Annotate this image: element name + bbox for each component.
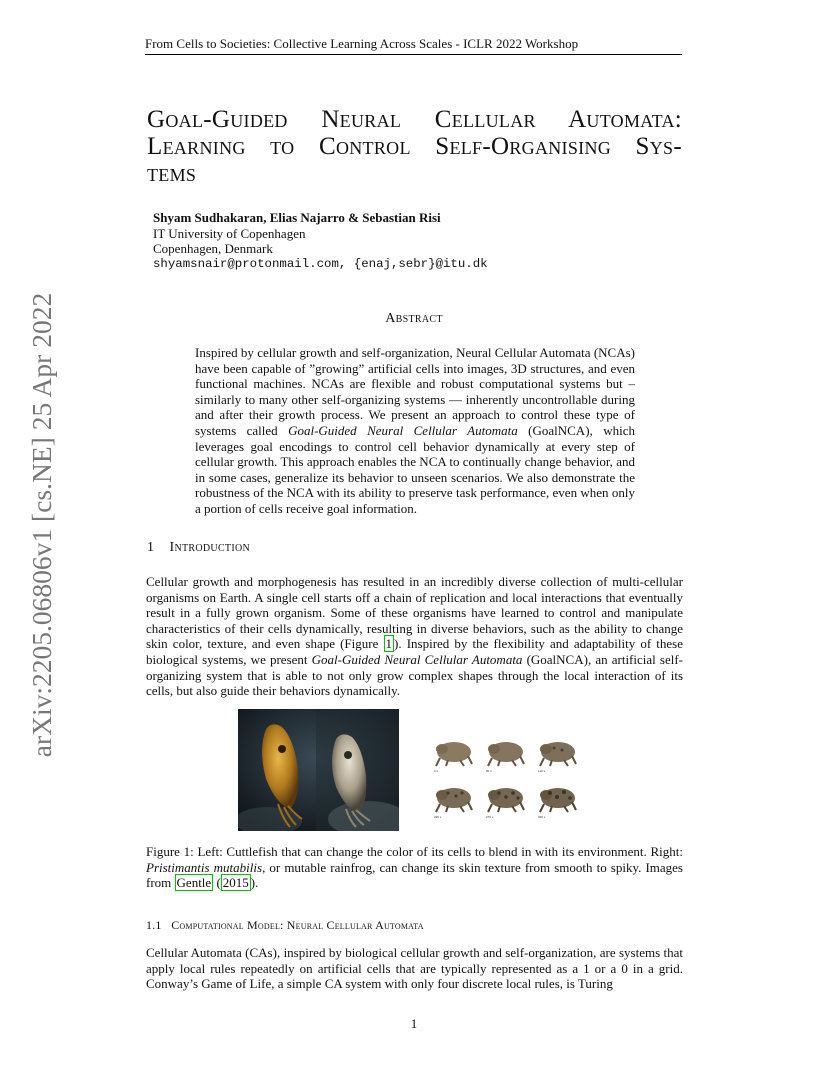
figure-1-caption [146, 844, 683, 891]
author-affiliation: IT University of Copenhagen [153, 225, 306, 241]
abstract-text-a: Inspired by cellular growth and self-organization, Neural Cellular Automata (NCAs) have been capable of ”growing” artificial cells into images, 3D structures, and even functional machines. NCAs are flexible and robust computational systems but – similarly to many other self-organizing systems — inherently uncontrollable during and after their growth process. We present an approach to control these type of systems called [195, 345, 635, 438]
frog-label-5: 270 s [486, 815, 494, 819]
frog-label-2: 60 s [486, 769, 492, 773]
paper-title [147, 106, 682, 187]
page-number: 1 [410, 1016, 418, 1031]
subsection-number: 1.1 [146, 918, 162, 932]
title-line-3 [147, 160, 682, 187]
author-location: Copenhagen, Denmark [153, 241, 273, 256]
section-1-title: Introduction [169, 540, 250, 555]
author-email: shyamsnair@protonmail.com, {enaj,sebr}@itu.dk [153, 256, 488, 271]
section-1-number: 1 [147, 540, 155, 555]
abstract-text-b: (GoalNCA), which leverages goal encodings to control cell behavior dynamically at every step of cellular growth. This approach enables the NCA to continually change behavior, and in some cases, generalize its behavior to unseen scenarios. We also demonstrate the robustness of the NCA with its ability to preserve task performance, even when only a portion of cells receive goal information. [195, 422, 635, 516]
frog-row-bottom [434, 788, 576, 819]
caption-text-c: ( [213, 875, 221, 891]
ca-paragraph: Cellular Automata (CAs), inspired by biological cellular growth and self-organization, are systems that apply local rules repeatedly on artificial cells that are typically represented as a 1 or a 0 in a grid. Conway’s Game of Life, a simple CA system with only four discrete local rules, is Turing [146, 945, 683, 992]
running-header: From Cells to Societies: Collective Learning Across Scales - ICLR 2022 Workshop [145, 36, 579, 51]
frog-label-3: 110 s [538, 769, 546, 773]
title-line-3-text: tems [147, 160, 197, 187]
title-line-1-text: Goal-Guided Neural Cellular Automata: [147, 106, 682, 133]
subsection-1-1-heading [146, 918, 424, 933]
rainfrog-illustration [432, 738, 590, 822]
arxiv-side-identifier [22, 290, 62, 760]
title-line-2 [147, 133, 682, 160]
section-1-heading [147, 540, 250, 556]
figure-1-reference-link[interactable]: 1 [385, 636, 392, 652]
frog-label-1: 0 s [434, 769, 439, 773]
title-line-2-text: Learning to Control Self-Organising Sys- [147, 133, 682, 160]
gentle-year-link[interactable]: 2015 [222, 875, 249, 891]
intro-text-a: Cellular growth and morphogenesis has resulted in an incredibly diverse collection of multi-cellular organisms on Earth. A single cell starts off a chain of replication and local interactions that eventually result in a fully grown organism. Some of these organisms have learned to control and manipulate characteristics of their cells dynamically, resulting in diverse behaviors, such as the ability to change skin color, texture, and even shape (Figure [146, 574, 683, 652]
gentle-citation-link[interactable]: Gentle [176, 875, 212, 891]
caption-text-d: ). [250, 875, 259, 891]
author-block [153, 210, 488, 272]
caption-species: Pristimantis mutabilis [146, 859, 263, 875]
abstract-body [195, 345, 635, 517]
cuttlefish-photo [238, 709, 399, 831]
rainfrog-photo-grid [432, 738, 590, 822]
caption-text-b: , or mutable rainfrog, can change its skin texture from smooth to spiky. Images from [146, 859, 683, 891]
title-line-1 [147, 106, 682, 133]
cuttlefish-illustration [238, 709, 399, 831]
frog-label-4: 230 s [434, 815, 442, 819]
intro-method-name: Goal-Guided Neural Cellular Automata [311, 651, 523, 667]
intro-text-b: ). Inspired by the flexibility and adaptability of these biological systems, we present [146, 636, 683, 667]
subsection-title: Computational Model: Neural Cellular Automata [171, 918, 424, 932]
header-rule [145, 54, 682, 55]
frog-row-top [434, 742, 576, 773]
frog-label-6: 330 s [538, 815, 546, 819]
author-names: Shyam Sudhakaran, Elias Najarro & Sebastian Risi [153, 210, 441, 225]
abstract-method-name: Goal-Guided Neural Cellular Automata [288, 422, 518, 438]
abstract-heading: Abstract [385, 311, 443, 326]
intro-text-c: (GoalNCA), an artificial self-organizing system that is able to not only grow complex shapes through the local interaction of its cells, but also guide their behaviors dynamically. [146, 651, 683, 699]
intro-paragraph [146, 574, 683, 699]
arxiv-id-text: arXiv:2205.06806v1 [cs.NE] 25 Apr 2022 [26, 292, 57, 758]
caption-text-a: Figure 1: Left: Cuttlefish that can change the color of its cells to blend in with its environment. Right: [146, 844, 683, 859]
